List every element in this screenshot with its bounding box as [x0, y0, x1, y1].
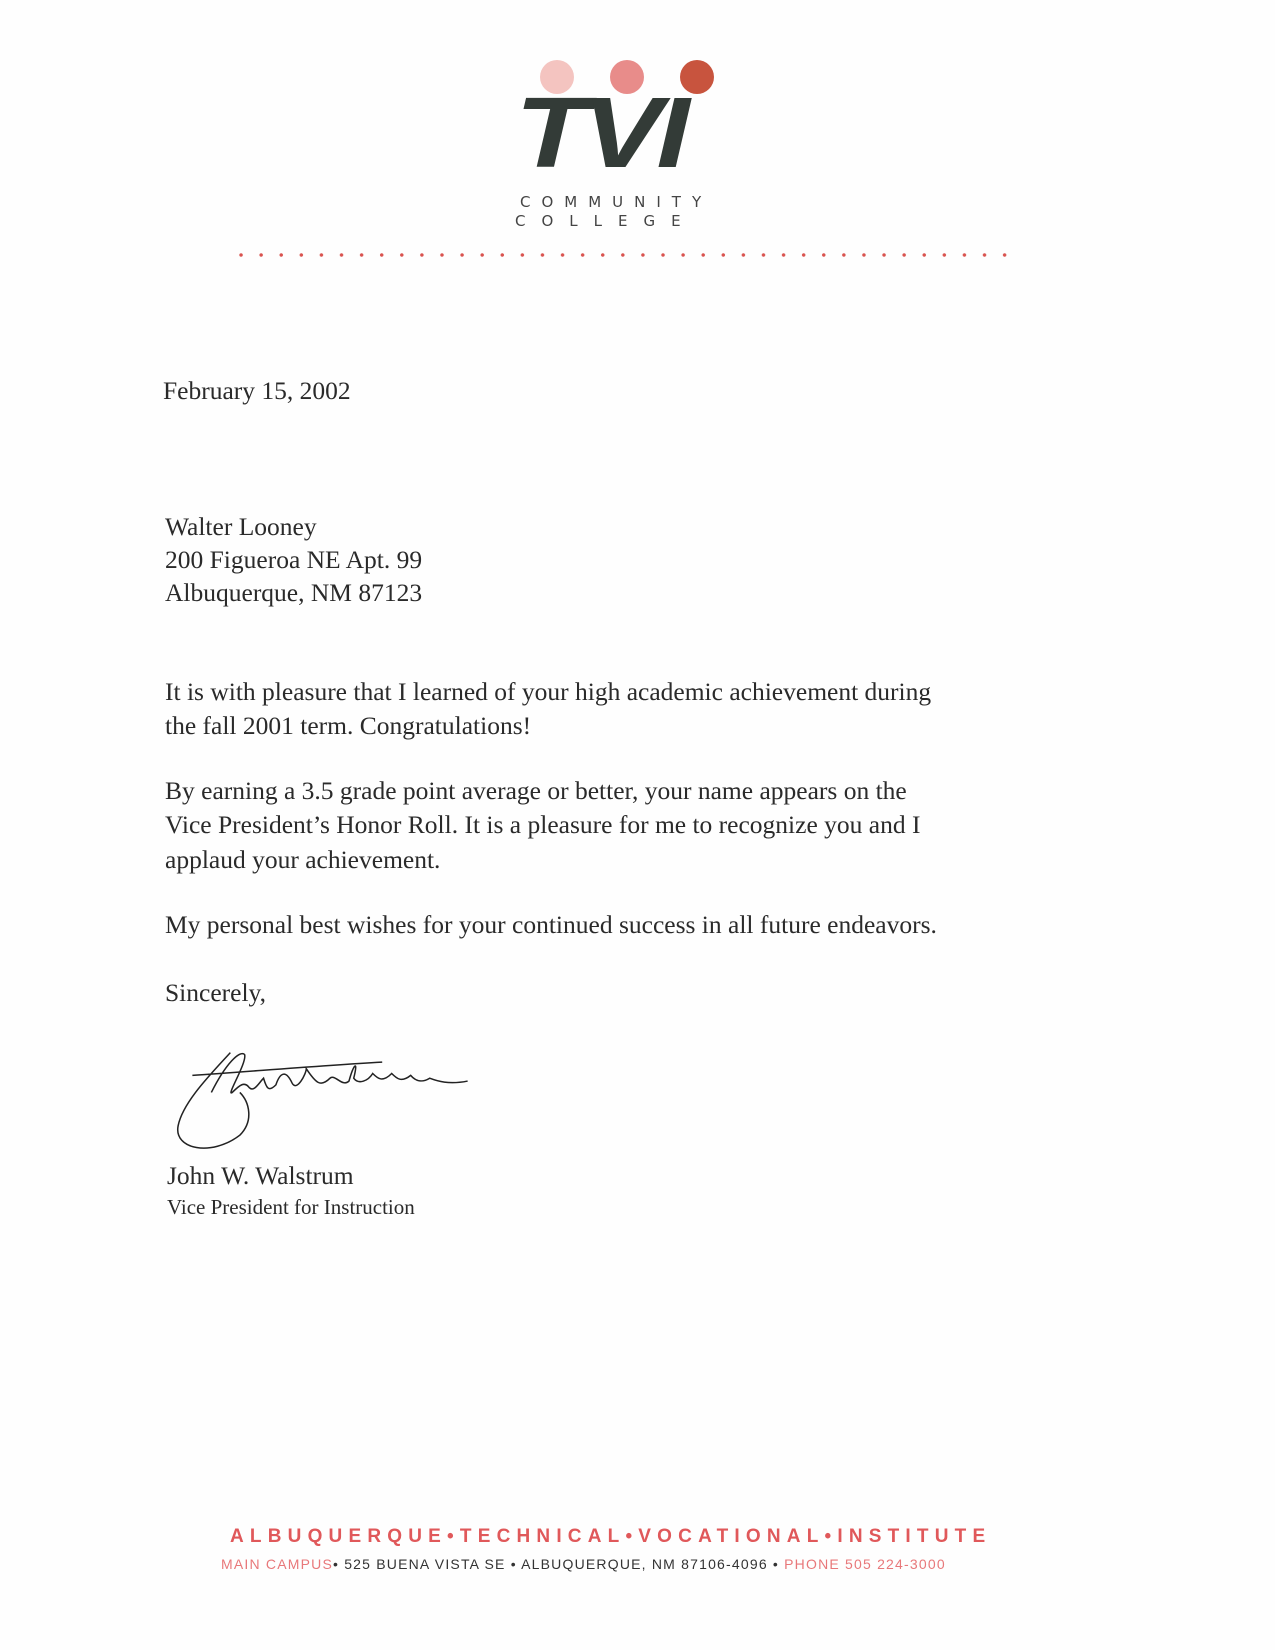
paragraph-line: applaud your achievement.	[165, 845, 441, 874]
footer-institute: ALBUQUERQUE•TECHNICAL•VOCATIONAL•INSTITUTE	[230, 1526, 992, 1547]
letter-date: February 15, 2002	[163, 376, 351, 405]
paragraph-line: By earning a 3.5 grade point average or better, your name appears on the	[165, 776, 907, 805]
tvi-logo	[515, 60, 715, 235]
signature	[165, 1045, 495, 1157]
paragraph-line: Vice President’s Honor Roll. It is a pleasure for me to recognize you and I	[165, 810, 921, 839]
paragraph-line: My personal best wishes for your continued success in all future endeavors.	[165, 910, 937, 939]
footer-campus: MAIN CAMPUS	[221, 1556, 333, 1572]
recipient-street: 200 Figueroa NE Apt. 99	[165, 545, 423, 574]
logo-community: COMMUNITY	[520, 193, 713, 211]
dotted-divider	[231, 252, 1016, 258]
signer-title: Vice President for Instruction	[167, 1195, 415, 1219]
closing: Sincerely,	[165, 978, 267, 1007]
paragraph-line: It is with pleasure that I learned of your high academic achievement during	[165, 677, 932, 706]
recipient-city: Albuquerque, NM 87123	[165, 578, 423, 607]
footer-phone: PHONE 505 224-3000	[784, 1556, 946, 1572]
footer-address-line	[221, 1556, 946, 1572]
logo-text: TVI	[515, 77, 684, 189]
paragraph-line: the fall 2001 term. Congratulations!	[165, 711, 532, 740]
footer-address: • 525 BUENA VISTA SE • ALBUQUERQUE, NM 87106-4096 •	[333, 1556, 785, 1572]
logo-college: COLLEGE	[515, 212, 697, 230]
signer-name: John W. Walstrum	[167, 1161, 354, 1190]
recipient-name: Walter Looney	[165, 512, 317, 541]
